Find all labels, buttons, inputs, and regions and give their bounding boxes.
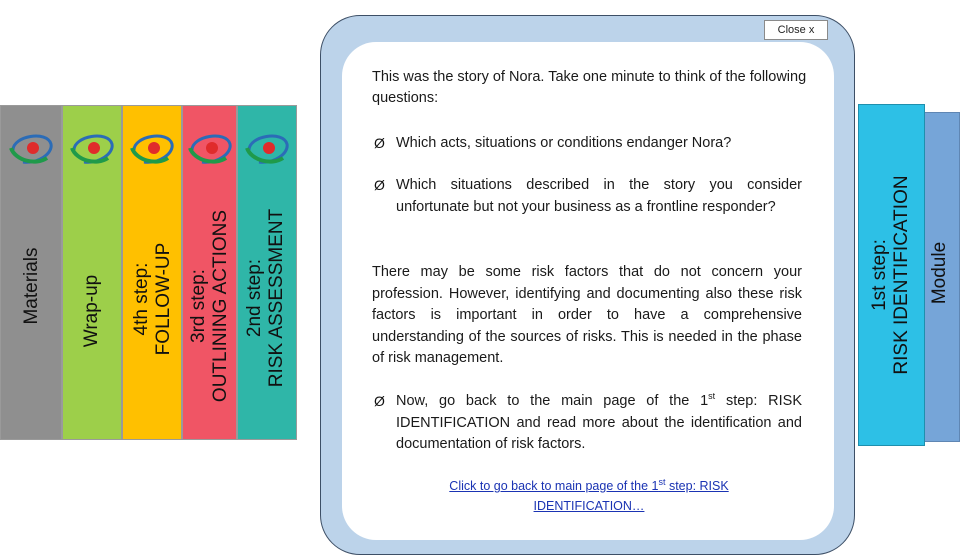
link-pre: Click to go back to main page of the 1 — [449, 479, 659, 493]
popup-intro: This was the story of Nora. Take one minute to think of the following questions: — [372, 69, 807, 106]
instruction-go-back — [374, 391, 802, 456]
tab-step2-line1: 2nd step: — [244, 258, 265, 338]
org-logo-icon — [128, 128, 176, 168]
tab-step3-outlining-actions[interactable] — [182, 105, 237, 440]
instruction-text-sup: st — [708, 391, 716, 402]
tab-step4-follow-up[interactable] — [122, 105, 182, 440]
instruction-text-pre: Now, go back to the main page of the 1 — [396, 393, 709, 409]
tab-step4-label — [131, 224, 175, 374]
tab-step3-line2: OUTLINING ACTIONS — [210, 209, 231, 403]
org-logo-icon — [7, 128, 55, 168]
instruction-text — [396, 391, 802, 456]
tab-step2-risk-assessment[interactable] — [237, 105, 297, 440]
tab-step3-label — [188, 201, 232, 411]
bullet-arrow-icon: Ø — [374, 393, 385, 409]
tab-materials-label: Materials — [21, 247, 42, 325]
org-logo-icon — [186, 128, 234, 168]
bullet-arrow-icon: Ø — [374, 177, 385, 193]
link-post: step: RISK IDENTIFICATION… — [533, 479, 729, 513]
tab-step2-line2: RISK ASSESSMENT — [266, 208, 287, 388]
question-1-text: Which acts, situations or conditions endanger Nora? — [396, 135, 732, 151]
question-2-text: Which situations described in the story you consider unfortunate but not your business as a frontline responder? — [396, 177, 802, 215]
tab-step3-line1: 3rd step: — [188, 269, 209, 343]
tab-materials[interactable] — [0, 105, 62, 440]
bullet-arrow-icon: Ø — [374, 135, 385, 151]
risk-factors-paragraph: There may be some risk factors that do not concern your profession. However, identifying and documenting also these risk factors is important in order to have a comprehensive understanding of the sources of risks. This is needed in the phase of risk management. — [372, 264, 802, 366]
tab-wrap-up[interactable] — [62, 105, 122, 440]
close-button[interactable]: Close x — [764, 20, 828, 40]
instruction-text-post: step: RISK IDENTIFICATION and read more about the identification and documentation of risk factors. — [396, 393, 803, 452]
org-logo-icon — [68, 128, 116, 168]
question-2 — [374, 175, 802, 218]
back-to-step1-link[interactable] — [420, 476, 758, 516]
tab-step4-line1: 4th step: — [131, 262, 152, 336]
tab-step1-risk-identification[interactable] — [858, 104, 925, 446]
question-1 — [374, 133, 804, 155]
link-sup: st — [658, 476, 666, 487]
tab-step1-line2: RISK IDENTIFICATION — [891, 175, 912, 375]
tab-step1-label — [869, 105, 913, 445]
tab-step1-line1: 1st step: — [869, 239, 890, 311]
tab-step2-label — [244, 198, 288, 398]
tab-step4-line2: FOLLOW-UP — [153, 242, 174, 356]
tab-module-label: Module — [929, 241, 950, 305]
org-logo-icon — [243, 128, 291, 168]
tab-wrap-up-label: Wrap-up — [81, 274, 102, 348]
